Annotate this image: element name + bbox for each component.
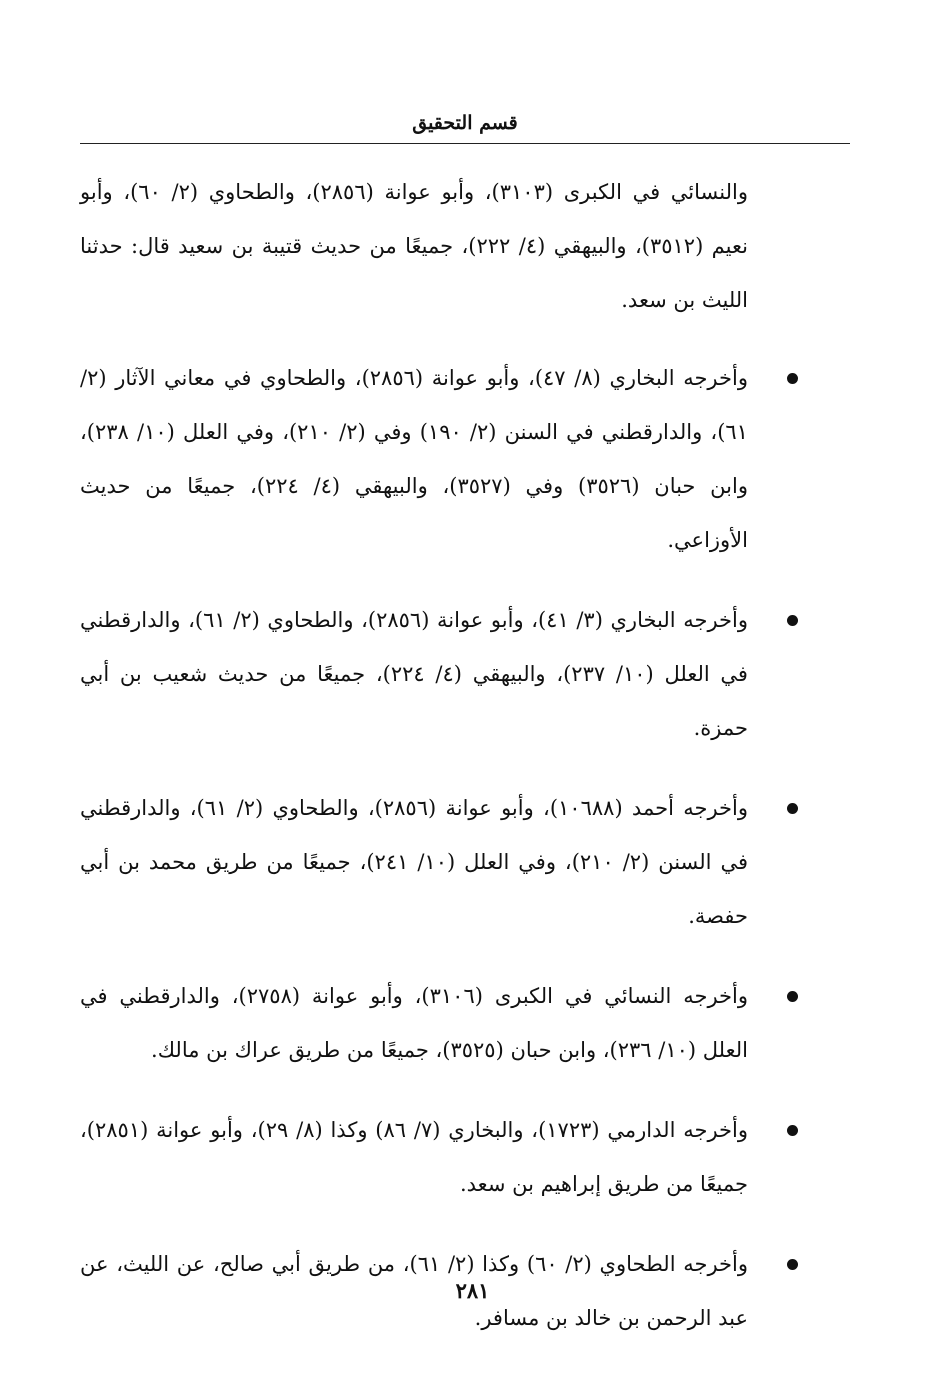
bullet-icon [787, 373, 798, 384]
bullet-icon [787, 1259, 798, 1270]
list-item [80, 969, 748, 1077]
takhrij-list [80, 351, 748, 1345]
bullet-icon [787, 991, 798, 1002]
running-head: قسم التحقيق [412, 112, 518, 134]
list-item [80, 781, 748, 943]
list-item-text: وأخرجه أحمد (١٠٦٨٨)، وأبو عوانة (٢٨٥٦)، والطحاوي (٢/ ٦١)، والدارقطني في السنن (٢/ ٢١٠)، وفي العلل (١٠/ ٢٤١)، جميعًا من طريق محمد بن أبي حفصة. [80, 796, 748, 928]
intro-paragraph: والنسائي في الكبرى (٣١٠٣)، وأبو عوانة (٢٨٥٦)، والطحاوي (٢/ ٦٠)، وأبو نعيم (٣٥١٢)، والبيهقي (٤/ ٢٢٢)، جميعًا من حديث قتيبة بن سعيد قال: حدثنا الليث بن سعد. [80, 180, 748, 312]
header-rule [80, 143, 850, 144]
list-item-text: وأخرجه البخاري (٣/ ٤١)، وأبو عوانة (٢٨٥٦)، والطحاوي (٢/ ٦١)، والدارقطني في العلل (١٠/ ٢٣٧)، والبيهقي (٤/ ٢٢٤)، جميعًا من حديث شعيب بن أبي حمزة. [80, 608, 748, 740]
bullet-icon [787, 1125, 798, 1136]
list-item-text: وأخرجه البخاري (٨/ ٤٧)، وأبو عوانة (٢٨٥٦)، والطحاوي في معاني الآثار (٢/ ٦١)، والدارقطني في السنن (٢/ ١٩٠) وفي (٢/ ٢١٠)، وفي العلل (١٠/ ٢٣٨)، وابن حبان (٣٥٢٦) وفي (٣٥٢٧)، والبيهقي (٤/ ٢٢٤)، جميعًا من حديث الأوزاعي. [80, 366, 748, 552]
bullet-icon [787, 615, 798, 626]
body-text [80, 165, 748, 1371]
list-item [80, 1103, 748, 1211]
list-item-text: وأخرجه الدارمي (١٧٢٣)، والبخاري (٧/ ٨٦) وكذا (٨/ ٢٩)، وأبو عوانة (٢٨٥١)، جميعًا من طريق إبراهيم بن سعد. [80, 1118, 748, 1196]
page-number: ٢٨١ [455, 1278, 490, 1303]
list-item [80, 593, 748, 755]
list-item-text: وأخرجه الطحاوي (٢/ ٦٠) وكذا (٢/ ٦١)، من طريق أبي صالح، عن الليث، عن عبد الرحمن بن خالد بن مسافر. [80, 1252, 748, 1330]
bullet-icon [787, 803, 798, 814]
list-item [80, 351, 748, 567]
list-item-text: وأخرجه النسائي في الكبرى (٣١٠٦)، وأبو عوانة (٢٧٥٨)، والدارقطني في العلل (١٠/ ٢٣٦)، وابن حبان (٣٥٢٥)، جميعًا من طريق عراك بن مالك. [80, 984, 748, 1062]
